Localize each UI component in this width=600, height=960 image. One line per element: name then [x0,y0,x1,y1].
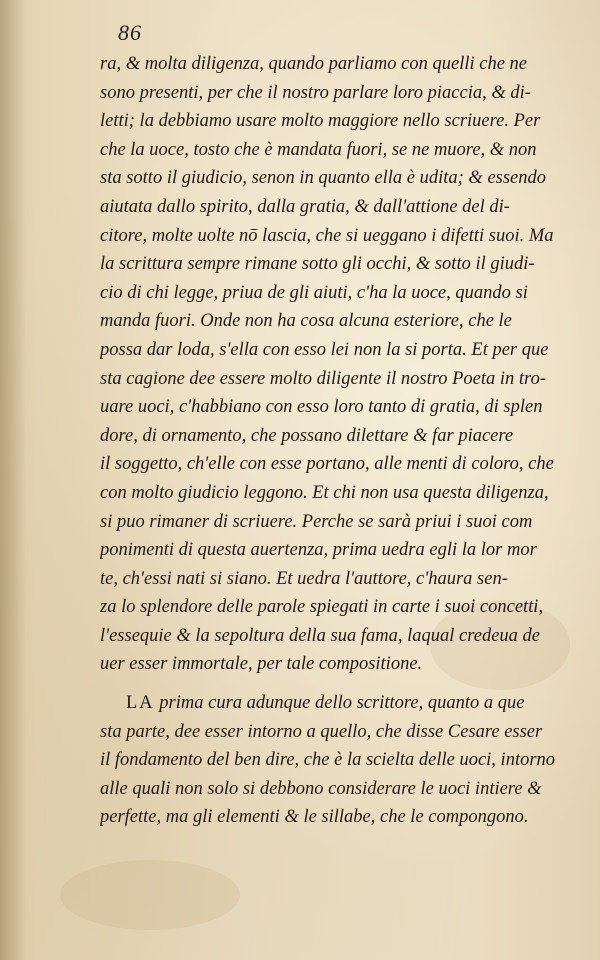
main-text [100,50,570,832]
text-line: il fondamento del ben dire, che è la scielta delle uoci, intorno [100,750,556,771]
text-line: prima cura adunque dello scrittore, quanto a que [159,693,525,714]
text-line: sono presenti, per che il nostro parlare loro piaccia, & di- [100,82,531,103]
text-line: alle quali non solo si debbono considerare le uoci intiere & [100,778,542,799]
text-line: l'essequie & la sepoltura della sua fama, laqual credeua de [100,625,541,646]
text-line: uer esser immortale, per tale compositione. [100,654,423,675]
text-line: cio di chi legge, priua de gli aiuti, c'ha la uoce, quando si [100,282,528,303]
text-line: citore, molte uolte nō lascia, che si ueggano i difetti suoi. Ma [100,225,554,246]
text-line: sta cagione dee essere molto diligente il nostro Poeta in tro- [100,368,546,389]
text-line: sta sotto il giudicio, senon in quanto ella è udita; & essendo [100,168,547,189]
text-line: con molto giudicio leggono. Et chi non usa questa diligenza, [100,482,549,503]
text-line: manda fuori. Onde non ha cosa alcuna esteriore, che le [100,311,512,332]
text-line: perfette, ma gli elementi & le sillabe, che le compongono. [100,807,529,828]
text-line: uare uoci, c'habbiano con esso loro tanto di gratia, di splen [100,397,543,418]
paper-stain [60,860,240,930]
paragraph-2-first-line [100,689,570,718]
text-line: che la uoce, tosto che è mandata fuori, se ne muore, & non [100,139,537,160]
text-line: aiutata dallo spirito, dalla gratia, & dall'attione del di- [100,196,510,217]
text-line: il soggetto, ch'elle con esse portano, alle menti di coloro, che [100,454,554,475]
paragraph-gap [100,679,570,689]
text-line: dore, di ornamento, che possano dilettare & far piacere [100,425,514,446]
text-line: letti; la debbiamo usare molto maggiore nello scriuere. Per [100,111,541,132]
text-line: te, ch'essi nati si siano. Et uedra l'auttore, c'haura sen- [100,568,508,589]
text-line: sta parte, dee esser intorno a quello, che disse Cesare esser [100,721,543,742]
binding-shadow [0,0,26,960]
text-line: la scrittura sempre rimane sotto gli occhi, & sotto il giudi- [100,254,535,275]
paragraph-1 [100,50,570,679]
paragraph-2 [100,689,570,832]
text-line: ra, & molta diligenza, quando parliamo con quelli che ne [100,54,527,74]
text-line: za lo splendore delle parole spiegati in carte i suoi concetti, [100,597,544,618]
text-line: si puo rimaner di scriuere. Perche se sarà priui i suoi com [100,511,533,532]
text-line: ponimenti di questa auertenza, prima uedra egli la lor mor [100,540,537,561]
page-number: 86 [118,20,142,45]
drop-word: LA [126,693,155,714]
text-line: possa dar loda, s'ella con esso lei non la si porta. Et per que [100,339,549,360]
